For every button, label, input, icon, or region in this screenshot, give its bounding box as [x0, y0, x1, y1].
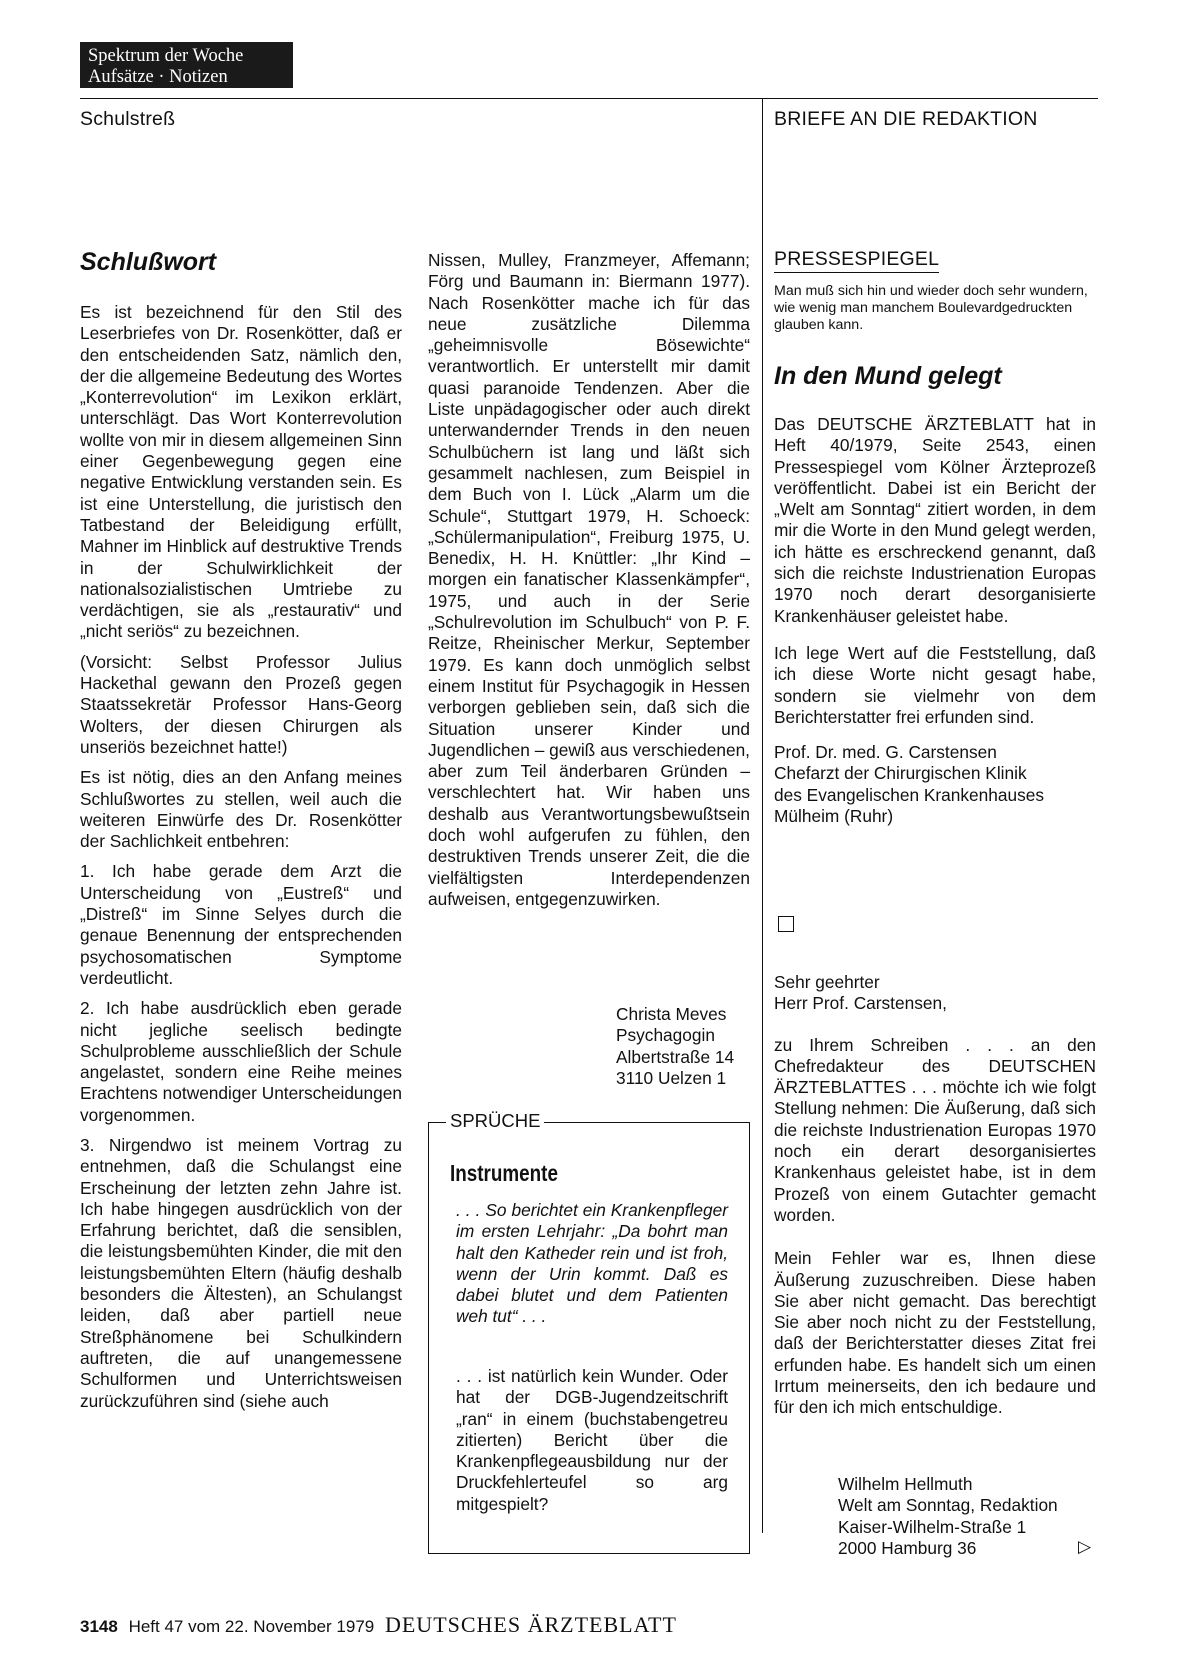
page-number: 3148 — [80, 1617, 118, 1636]
salutation-line: Herr Prof. Carstensen, — [774, 993, 947, 1014]
reply-signature — [838, 1474, 1058, 1559]
signature-line: 3110 Uelzen 1 — [616, 1067, 727, 1088]
paragraph: (Vorsicht: Selbst Professor Julius Hackethal gewann den Prozeß gegen Staatssekretär Professor Hans-Georg Wolters, der diesen Chirurgen als unseriös bezeichnet hatte!) — [80, 651, 402, 757]
issue-info: Heft 47 vom 22. November 1979 — [128, 1617, 375, 1636]
section-title-right: BRIEFE AN DIE REDAKTION — [774, 108, 1038, 130]
paragraph: Es ist bezeichnend für den Stil des Leserbriefes von Dr. Rosenkötter, daß er den entscheidenden Satz, nämlich den, der die allgemeine Bedeutung des Wortes „Konterrevolution“ im Lexikon erklärt, unterschlägt. Das Wort Konterrevolution wollte von mir in diesem allgemeinen Sinn einer Gegenbewegung gegen eine negative Entwicklung verstanden sein. Es ist eine Unterstellung, die juristisch den Tatbestand der Beleidigung erfüllt, Mahner im Hinblick auf destruktive Trends in der Schulwirklichkeit der nationalsozialistischen Umtriebe zu verdächtigen, sie als „restaurativ“ und „nicht seriös“ zu bezeichnen. — [80, 302, 402, 642]
signature-line: Wilhelm Hellmuth — [838, 1474, 973, 1494]
journal-name: DEUTSCHES ÄRZTEBLATT — [384, 1612, 677, 1637]
signature-line: Welt am Sonntag, Redaktion — [838, 1495, 1058, 1516]
badge-line-2: Aufsätze · Notizen — [88, 67, 228, 87]
top-rule — [80, 98, 1098, 99]
letter-signature — [774, 742, 1096, 827]
continue-arrow-icon: ▷ — [1078, 1537, 1092, 1556]
section-badge — [80, 42, 293, 88]
paragraph: 2. Ich habe ausdrücklich eben gerade nicht jegliche seelisch bedingte Schulprobleme ausschließlich der Schule angelastet, sondern eine Reihe meines Erachtens notwendiger Unterscheidungen vorgenommen. — [80, 998, 402, 1125]
signature-line: Prof. Dr. med. G. Carstensen — [774, 742, 997, 763]
sprueche-title: Instrumente — [450, 1160, 558, 1186]
paragraph: Nissen, Mulley, Franzmeyer, Affemann; Förg und Baumann in: Biermann 1977). Nach Rosenkötter mache ich für das neue zusätzliche Dilemma „geheimnisvolle Bösewichte“ verantwortlich. Er unterstellt mir damit quasi paranoide Tendenzen. Aber die Liste unpädagogischer oder auch direkt unterwandernder Trends in den neuen Schulbüchern ist lang und läßt sich gesammelt nachlesen, zum Beispiel in dem Buch von I. Lück „Alarm um die Schule“, Stuttgart 1979, H. Schoeck: „Schülermanipulation“, Freiburg 1975, U. Benedix, H. H. Knüttler: „Ihr Kind – morgen ein fanatischer Klassenkämpfer“, 1975, und auch in der Serie „Schulrevolution im Schulbuch“ von P. F. Reitze, Rheinischer Merkur, September 1979. Es kann doch unmöglich selbst einem Institut für Psychagogik in Hessen verborgen geblieben sein, daß sich die Situation unserer Kinder und Jugendlichen – gewiß aus verschiedenen, aber zum Teil änderbaren Gründen – verschlechtert hat. Wir haben uns deshalb aus Verantwortungsbewußtsein doch wohl aufgerufen zu fühlen, den destruktiven Trends unserer Zeit, die die vielfältigsten Interdependenzen aufweisen, entgegenzuwirken. — [428, 250, 750, 909]
signature-line: des Evangelischen Krankenhauses — [774, 784, 1044, 805]
sprueche-label: SPRÜCHE — [446, 1110, 544, 1132]
signature-line: 2000 Hamburg 36 — [838, 1537, 977, 1558]
signature-line: Psychagogin — [616, 1025, 715, 1046]
square-icon — [778, 916, 794, 932]
letter-title: In den Mund gelegt — [774, 362, 1002, 390]
article-signature — [616, 1004, 734, 1089]
paragraph: Ich lege Wert auf die Feststellung, daß ich diese Worte nicht gesagt habe, sondern sie vielmehr von dem Berichterstatter frei erfunden sind. — [774, 642, 1096, 727]
badge-line-1: Spektrum der Woche — [88, 46, 244, 66]
sprueche-quote: . . . So berichtet ein Krankenpfleger im ersten Lehrjahr: „Da bohrt man halt den Katheder rein und ist froh, wenn der Urin kommt. Daß es dabei blutet und dem Patienten weh tut“ . . . — [456, 1200, 728, 1327]
article-column-2 — [428, 250, 750, 910]
sprueche-comment: . . . ist natürlich kein Wunder. Oder hat der DGB-Jugendzeitschrift „ran“ in einem (buchstabengetreu zitierten) Bericht über die Krankenpflegeausbildung nur der Druckfehlerteufel so arg mitgespielt? — [456, 1366, 728, 1514]
paragraph: 3. Nirgendwo ist meinem Vortrag zu entnehmen, daß die Schulangst eine Erscheinung der letzten zehn Jahre ist. Ich habe hingegen ausdrücklich von der Erfahrung berichtet, daß die sensiblen, die leistungsbemühten Kinder, die mit den leistungsbemühten Eltern (häufig deshalb besonders die Ältesten), an Schulangst leiden, daß aber partiell neue Streßphänomene bei Schulkindern auftreten, die auf unangemessene Schulformen und Unterrichtsweisen zurückzuführen sind (siehe auch — [80, 1134, 402, 1411]
signature-line: Mülheim (Ruhr) — [774, 806, 894, 827]
paragraph: Das DEUTSCHE ÄRZTEBLATT hat in Heft 40/1979, Seite 2543, einen Pressespiegel vom Kölner Ärzteprozeß veröffentlicht. Dabei ist ein Bericht der „Welt am Sonntag“ zitiert worden, in dem mir die Worte in den Mund gelegt werden, ich hätte es erschreckend genannt, daß sich die reichste Industrienation Europas 1970 noch derart desorganisierte Krankenhäuser geleistet habe. — [774, 414, 1096, 626]
article-title: Schlußwort — [80, 248, 217, 276]
paragraph: Es ist nötig, dies an den Anfang meines Schlußwortes zu stellen, weil auch die weiteren Einwürfe des Dr. Rosenkötter der Sachlichkeit entbehren: — [80, 767, 402, 852]
pressespiegel-label: PRESSESPIEGEL — [774, 248, 939, 273]
paragraph: 1. Ich habe gerade dem Arzt die Unterscheidung von „Eustreß“ und „Distreß“ im Sinne Selyes durch die genaue Benennung der entsprechenden psychosomatischen Symptome verdeutlicht. — [80, 861, 402, 988]
paragraph: Mein Fehler war es, Ihnen diese Äußerung zuzuschreiben. Diese haben Sie aber nicht gemacht. Das berechtigt Sie aber noch nicht zu der Feststellung, daß der Berichterstatter dieses Zitat frei erfunden habe. Es handelt sich um einen Irrtum meinerseits, den ich bedaure und für den ich mich entschuldige. — [774, 1248, 1096, 1418]
article-column-1 — [80, 302, 402, 1412]
section-title-left: Schulstreß — [80, 108, 176, 130]
reply-letter — [774, 972, 1096, 1428]
page-footer — [80, 1612, 677, 1638]
signature-line: Kaiser-Wilhelm-Straße 1 — [838, 1516, 1027, 1537]
pressespiegel-intro: Man muß sich hin und wieder doch sehr wundern, wie wenig man manchem Boulevardgedruckten glauben kann. — [774, 283, 1088, 333]
column-divider — [762, 98, 763, 1533]
paragraph: zu Ihrem Schreiben . . . an den Chefredakteur des DEUTSCHEN ÄRZTEBLATTES . . . möchte ich wie folgt Stellung nehmen: Die Äußerung, daß sich die reichste Industrienation Europas 1970 noch ein derart desorganisiertes Krankenhaus geleistet habe, ist in dem Prozeß von einem Gutachter gemacht worden. — [774, 1034, 1096, 1225]
signature-line: Albertstraße 14 — [616, 1046, 735, 1067]
signature-line: Chefarzt der Chirurgischen Klinik — [774, 763, 1027, 784]
signature-line: Christa Meves — [616, 1004, 727, 1024]
salutation-line: Sehr geehrter — [774, 972, 880, 992]
letter-body — [774, 414, 1096, 827]
